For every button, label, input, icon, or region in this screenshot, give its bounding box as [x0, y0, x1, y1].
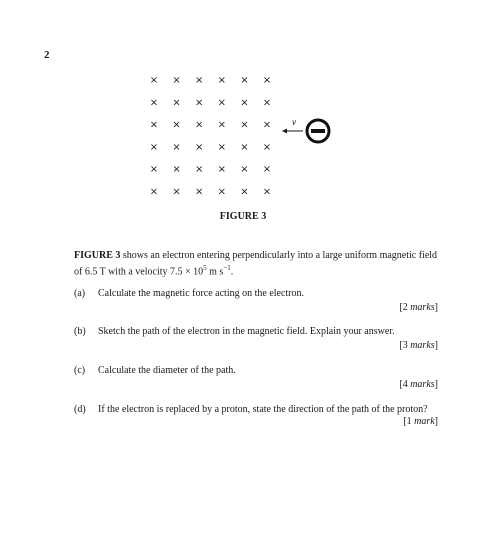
velocity-arrow: [282, 129, 303, 134]
field-cross: ×: [240, 186, 249, 198]
page-number: 2: [44, 49, 50, 61]
part-a-marks: [2 marks]: [399, 302, 438, 313]
field-cross: ×: [172, 141, 181, 153]
part-text: Calculate the magnetic force acting on the electron.: [98, 288, 305, 299]
question-part-d: [74, 404, 444, 416]
field-cross: ×: [172, 186, 181, 198]
part-d-marks: [1 mark]: [403, 416, 438, 427]
part-text: Sketch the path of the electron in the magnetic field. Explain your answer.: [98, 326, 395, 337]
field-cross: ×: [262, 164, 272, 176]
magnetic-field-figure: [0, 0, 486, 220]
velocity-label: v: [292, 117, 296, 127]
field-cross: ×: [172, 97, 181, 109]
part-b-marks: [3 marks]: [399, 340, 438, 351]
field-cross: ×: [195, 141, 204, 153]
field-cross: ×: [262, 119, 272, 131]
part-label: (c): [74, 365, 86, 376]
field-cross: ×: [172, 75, 181, 86]
part-label: (a): [74, 288, 86, 299]
field-cross: ×: [195, 164, 204, 176]
intro-text-b: m s: [206, 266, 224, 278]
part-label: (b): [74, 326, 86, 337]
intro-text-c: .: [230, 266, 234, 278]
field-cross: ×: [195, 186, 204, 198]
field-cross: ×: [217, 186, 226, 198]
question-part-c: [74, 365, 444, 377]
question-part-b: [74, 326, 444, 338]
field-crosses: [150, 75, 271, 198]
field-cross: ×: [240, 164, 249, 176]
field-cross: ×: [172, 119, 181, 131]
part-text: Calculate the diameter of the path.: [98, 365, 236, 376]
field-cross: ×: [149, 119, 159, 131]
field-cross: ×: [172, 164, 181, 176]
field-cross: ×: [240, 119, 249, 131]
part-label: (d): [74, 404, 86, 415]
field-cross: ×: [195, 97, 204, 109]
field-cross: ×: [262, 141, 272, 153]
field-cross: ×: [217, 97, 226, 109]
field-cross: ×: [195, 119, 204, 131]
intro-text-a: shows an electron entering perpendicularly into a large uniform magnetic field of 6.5 T with a velocity 7.5 × 10: [74, 250, 438, 278]
field-cross: ×: [217, 141, 226, 153]
field-cross: ×: [240, 141, 249, 153]
intro-exponent-a: 5: [203, 264, 207, 272]
field-cross: ×: [149, 97, 159, 109]
field-cross: ×: [240, 75, 249, 86]
question-part-a: [74, 288, 444, 300]
field-cross: ×: [149, 164, 159, 176]
part-text: If the electron is replaced by a proton, state the direction of the path of the proton?: [98, 404, 428, 415]
field-cross: ×: [195, 75, 204, 86]
field-cross: ×: [262, 186, 272, 198]
part-c-marks: [4 marks]: [399, 379, 438, 390]
field-cross: ×: [217, 119, 226, 131]
figure-caption: FIGURE 3: [219, 211, 267, 222]
question-intro: [74, 250, 446, 278]
electron-icon: [307, 120, 329, 142]
field-cross: ×: [149, 141, 159, 153]
intro-exponent-b: −1: [223, 264, 231, 272]
field-cross: ×: [262, 75, 272, 86]
field-cross: ×: [149, 186, 159, 198]
field-cross: ×: [262, 97, 272, 109]
figure-reference: FIGURE 3: [74, 250, 121, 261]
field-cross: ×: [217, 164, 226, 176]
field-cross: ×: [240, 97, 249, 109]
field-cross: ×: [149, 75, 159, 86]
field-cross: ×: [217, 75, 226, 86]
